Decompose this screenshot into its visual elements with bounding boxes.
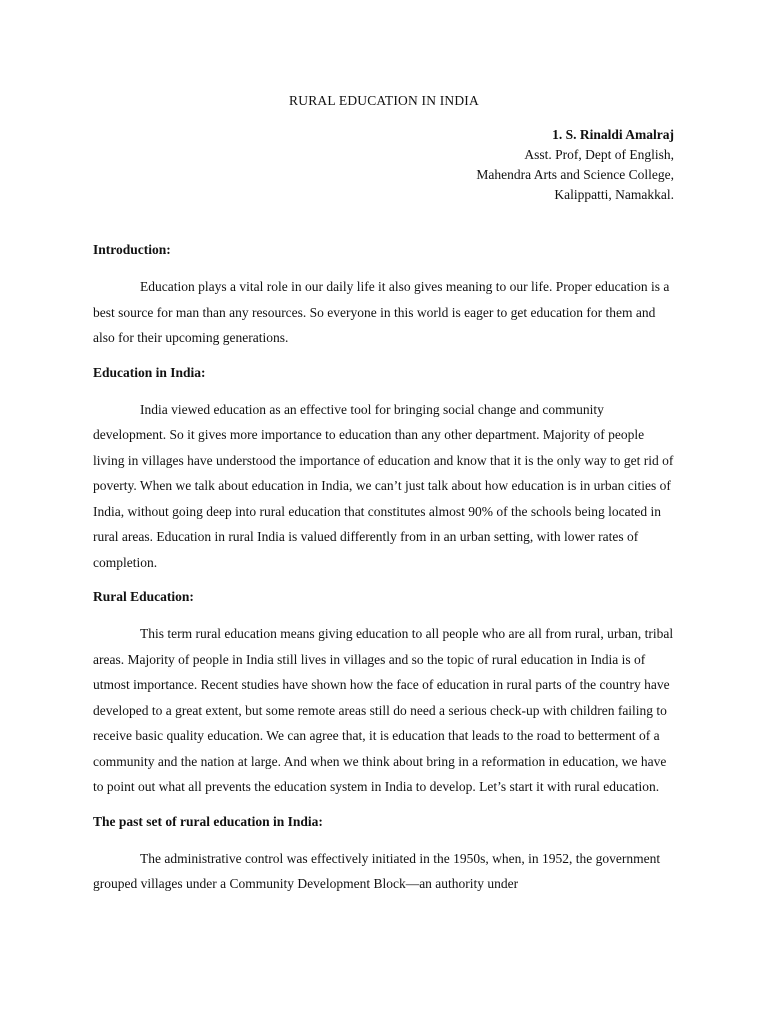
author-block	[476, 125, 674, 205]
section-rural-education	[93, 587, 676, 800]
section-past-set	[93, 812, 676, 897]
section-heading: The past set of rural education in India:	[93, 813, 323, 829]
section-heading: Education in India:	[93, 364, 206, 380]
author-institution: Mahendra Arts and Science College,	[476, 167, 674, 182]
section-introduction	[93, 240, 676, 351]
author-position: Asst. Prof, Dept of English,	[524, 147, 674, 162]
section-paragraph: This term rural education means giving education to all people who are all from rural, urban, tribal areas. Majority of people in India still lives in villages and so the topic of rural education in India is of utmost importance. Recent studies have shown how the face of education in rural parts of the country have developed to a great extent, but some remote areas still do need a serious check-up with children failing to receive basic quality education. We can agree that, it is education that leads to the road to betterment of a community and the nation at large. And when we think about bring in a reformation in education, we have to point out what all prevents the education system in India to develop. Let’s start it with rural education.	[93, 626, 674, 794]
author-location: Kalippatti, Namakkal.	[554, 187, 674, 202]
document-title: RURAL EDUCATION IN INDIA	[289, 93, 479, 108]
section-paragraph: India viewed education as an effective tool for bringing social change and community development. So it gives more importance to education than any other department. Majority of people living in villages have understood the importance of education and know that it is the only way to get rid of poverty. When we talk about education in India, we can’t just talk about how education is in urban cities of India, without going deep into rural education that constitutes almost 90% of the schools being located in rural areas. Education in rural India is valued differently from in an urban setting, with lower rates of completion.	[93, 401, 674, 570]
section-heading: Rural Education:	[93, 589, 194, 604]
section-paragraph: The administrative control was effectively initiated in the 1950s, when, in 1952, the government grouped villages under a Community Development Block—an authority under	[93, 850, 661, 891]
section-paragraph: Education plays a vital role in our daily life it also gives meaning to our life. Proper education is a best source for man than any resources. So everyone in this world is eager to get education for them and also for their upcoming generations.	[93, 279, 670, 345]
section-education-in-india	[93, 363, 676, 576]
document-body	[93, 240, 676, 909]
section-heading: Introduction:	[93, 242, 171, 257]
author-name: 1. S. Rinaldi Amalraj	[552, 127, 674, 142]
